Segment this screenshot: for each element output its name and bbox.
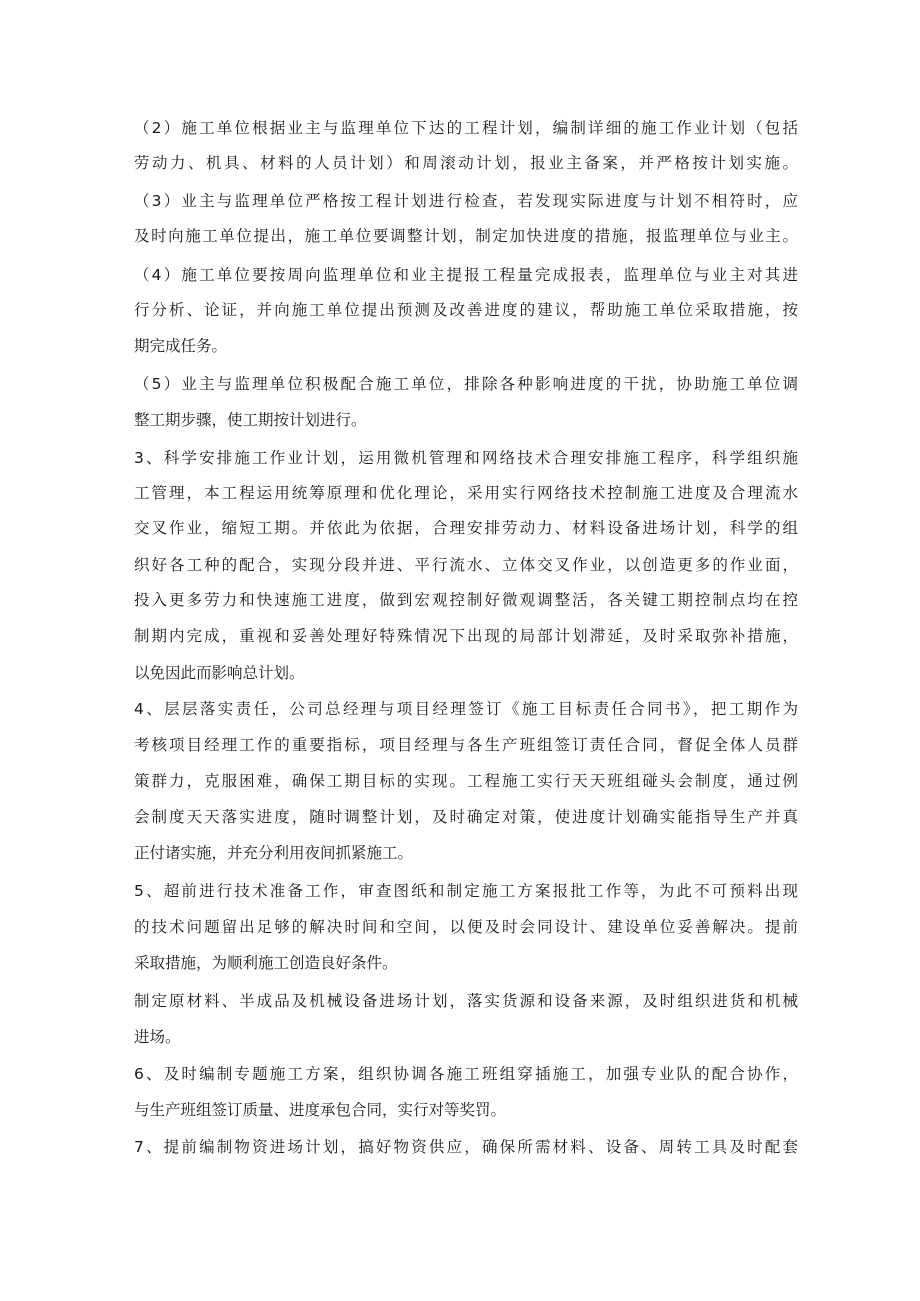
text-line: 策群力，克服困难，确保工期目标的实现。工程施工实行天天班组碰头会制度，通过例: [134, 772, 798, 790]
text-line: 制定原材料、半成品及机械设备进场计划，落实货源和设备来源，及时组织进货和机械: [134, 992, 798, 1010]
text-line: 进场。: [134, 1028, 181, 1046]
text-line: 与生产班组签订质量、进度承包合同，实行对等奖罚。: [134, 1101, 507, 1119]
text-line: （4）施工单位要按周向监理单位和业主提报工程量完成报表，监理单位与业主对其进: [134, 266, 798, 284]
text-line: 交叉作业，缩短工期。并依此为依据，合理安排劳动力、材料设备进场计划，科学的组: [134, 519, 798, 537]
text-line: 考核项目经理工作的重要指标，项目经理与各生产班组签订责任合同，督促全体人员群: [134, 736, 798, 754]
text-line: （5）业主与监理单位积极配合施工单位，排除各种影响进度的干扰，协助施工单位调: [134, 375, 798, 393]
text-line: 织好各工种的配合，实现分段并进、平行流水、立体交叉作业，以创造更多的作业面，: [134, 556, 798, 574]
text-line: 4、层层落实责任，公司总经理与项目经理签订《施工目标责任合同书》，把工期作为: [134, 700, 798, 718]
text-line: 劳动力、机具、材料的人员计划）和周滚动计划，报业主备案，并严格按计划实施。: [134, 154, 798, 172]
text-line: 投入更多劳力和快速施工进度，做到宏观控制好微观调整活，各关键工期控制点均在控: [134, 591, 798, 609]
text-line: 会制度天天落实进度，随时调整计划，及时确定对策，使进度计划确实能指导生产并真: [134, 808, 798, 826]
text-line: （3）业主与监理单位严格按工程计划进行检查，若发现实际进度与计划不相符时，应: [134, 192, 798, 210]
text-line: 期完成任务。: [134, 337, 228, 355]
text-line: 整工期步骤，使工期按计划进行。: [134, 411, 367, 429]
text-line: 及时向施工单位提出，施工单位要调整计划，制定加快进度的措施，报监理单位与业主。: [134, 227, 798, 245]
text-line: 工管理，本工程运用统筹原理和优化理论，采用实行网络技术控制施工进度及合理流水: [134, 484, 798, 502]
text-line: 5、超前进行技术准备工作，审查图纸和制定施工方案报批工作等，为此不可预料出现: [134, 882, 798, 900]
text-line: 正付诸实施，并充分利用夜间抓紧施工。: [134, 844, 414, 862]
text-line: 行分析、论证，并向施工单位提出预测及改善进度的建议，帮助施工单位采取措施，按: [134, 301, 798, 319]
text-line: 制期内完成，重视和妥善处理好特殊情况下出现的局部计划滞延，及时采取弥补措施，: [134, 627, 798, 645]
text-line: 采取措施，为顺利施工创造良好条件。: [134, 954, 398, 972]
text-line: 7、提前编制物资进场计划，搞好物资供应，确保所需材料、设备、周转工具及时配套: [134, 1138, 798, 1156]
text-line: 的技术问题留出足够的解决时间和空间，以便及时会同设计、建设单位妥善解决。提前: [134, 918, 798, 936]
text-line: （2）施工单位根据业主与监理单位下达的工程计划，编制详细的施工作业计划（包括: [134, 119, 798, 137]
text-line: 6、及时编制专题施工方案，组织协调各施工班组穿插施工，加强专业队的配合协作，: [134, 1065, 798, 1083]
text-line: 以免因此而影响总计划。: [134, 664, 305, 682]
text-line: 3、科学安排施工作业计划，运用微机管理和网络技术合理安排施工程序，科学组织施: [134, 449, 798, 467]
